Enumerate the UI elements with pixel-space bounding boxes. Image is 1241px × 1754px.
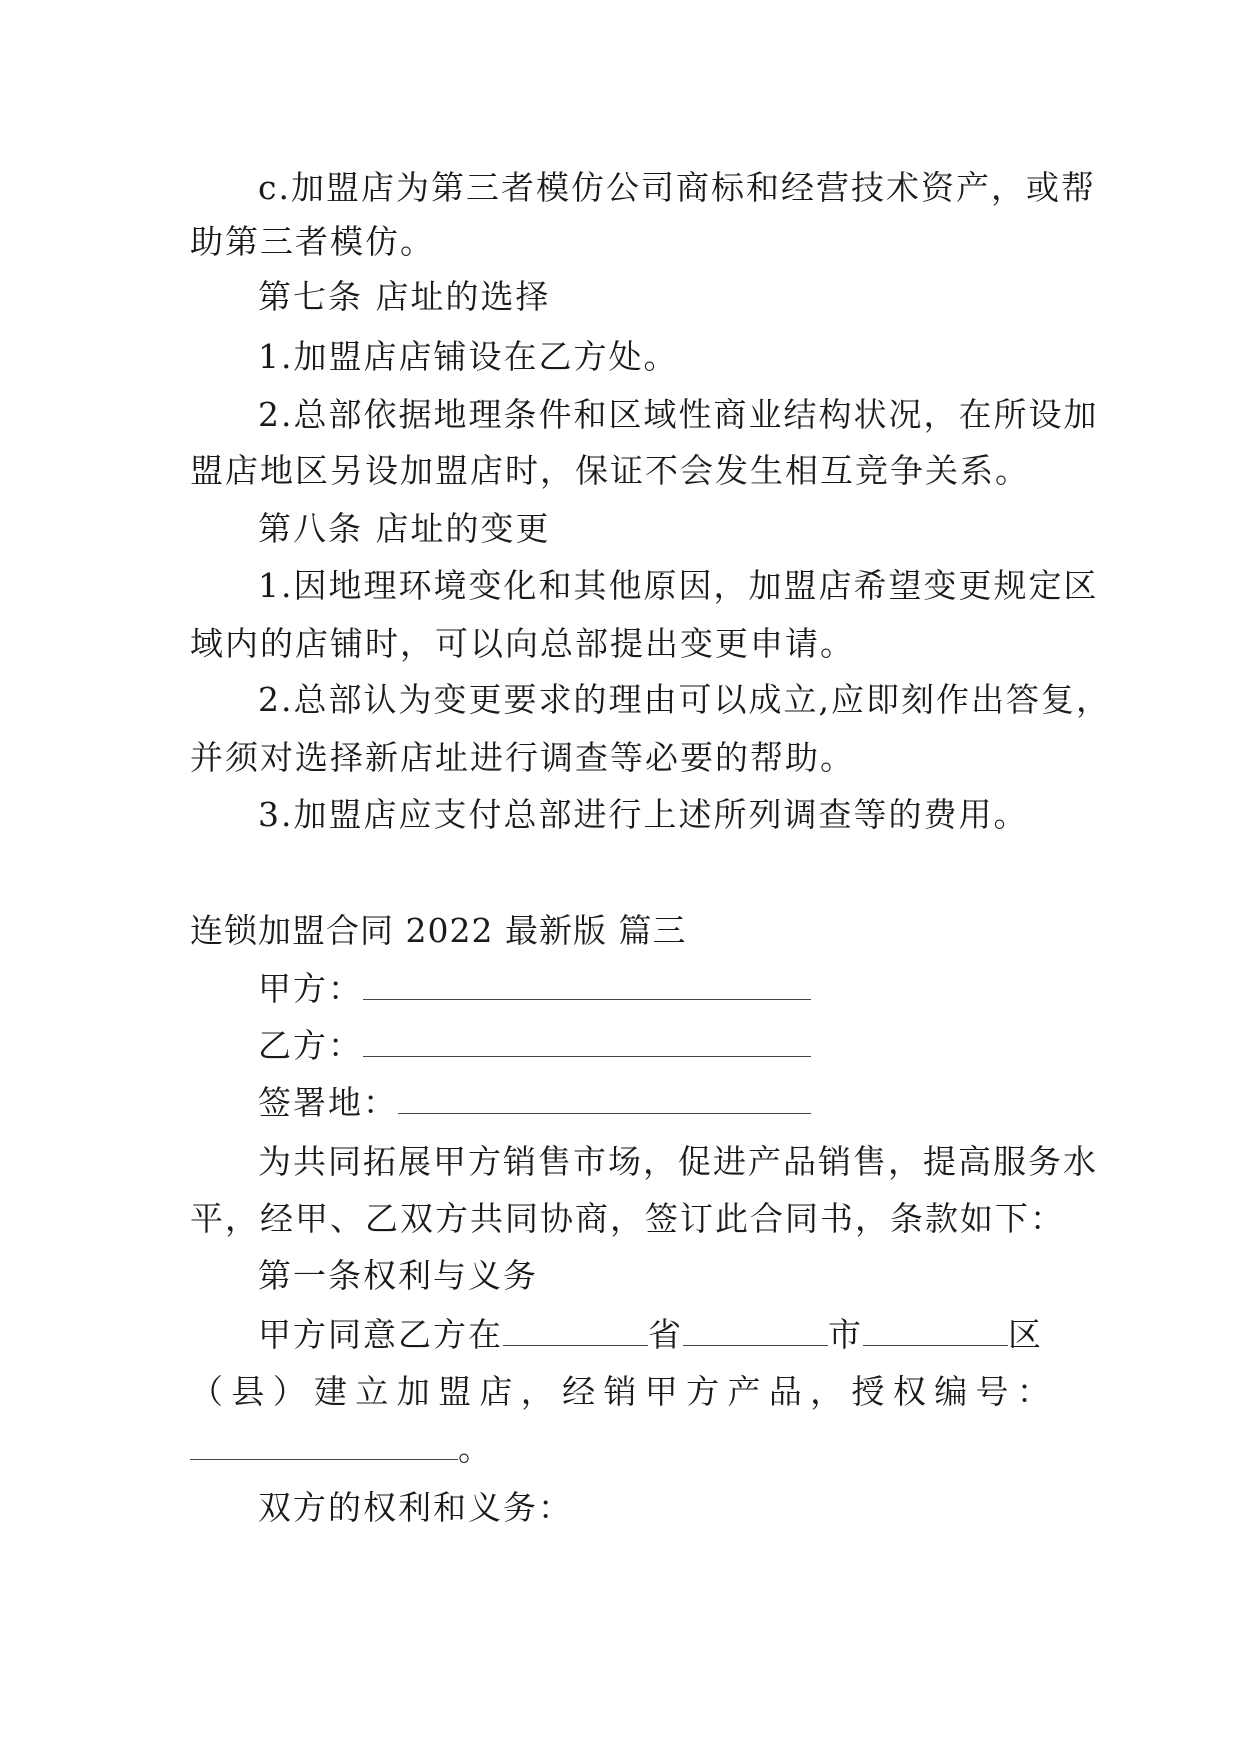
article-heading: 第八条 店址的变更 <box>258 509 551 548</box>
sign-place-label: 签署地： <box>258 1083 398 1122</box>
paragraph-line: 平，经甲、乙双方共同协商，签订此合同书，条款如下： <box>190 1199 1065 1238</box>
paragraph-line: 并须对选择新店址进行调查等必要的帮助。 <box>190 738 855 777</box>
authorization-line-justified: （ 县 ） 建 立 加 盟 店 ， 经 销 甲 方 产 品 ， 授 权 编 号 ： <box>190 1372 1052 1411</box>
paragraph-line: 助第三者模仿。 <box>190 222 435 261</box>
district-blank <box>863 1319 1008 1346</box>
authorization-number-row: 。 <box>190 1429 493 1469</box>
party-b-label: 乙方： <box>258 1026 363 1065</box>
authorization-line: 甲方同意乙方在 省 市 区 <box>258 1315 1043 1354</box>
paragraph-line: 域内的店铺时，可以向总部提出变更申请。 <box>190 624 855 663</box>
paragraph-line: 盟店地区另设加盟店时，保证不会发生相互竞争关系。 <box>190 451 1030 490</box>
city-blank <box>683 1319 828 1346</box>
paragraph-line: 双方的权利和义务： <box>258 1488 573 1527</box>
paragraph-line: 为共同拓展甲方销售市场，促进产品销售，提高服务水 <box>258 1142 1098 1181</box>
province-blank <box>503 1319 648 1346</box>
party-a-label: 甲方： <box>258 969 363 1008</box>
paragraph-line: 2.总部依据地理条件和区域性商业结构状况，在所设加 <box>258 395 1099 434</box>
paragraph-line: 1.因地理环境变化和其他原因，加盟店希望变更规定区 <box>258 566 1099 605</box>
paragraph-line: 1.加盟店店铺设在乙方处。 <box>258 337 679 376</box>
section-title: 连锁加盟合同 2022 最新版 篇三 <box>190 911 687 950</box>
authorization-number-blank <box>190 1433 458 1460</box>
sign-place-blank <box>398 1087 811 1114</box>
party-b-row <box>258 1026 811 1066</box>
article-heading: 第一条权利与义务 <box>258 1256 538 1295</box>
paragraph-line: 2.总部认为变更要求的理由可以成立,应即刻作出答复， <box>258 680 1111 719</box>
party-b-blank <box>363 1030 811 1057</box>
party-a-row <box>258 969 811 1009</box>
sign-place-row <box>258 1083 811 1123</box>
paragraph-line: 3.加盟店应支付总部进行上述所列调查等的费用。 <box>258 795 1029 834</box>
paragraph-line: c.加盟店为第三者模仿公司商标和经营技术资产，或帮 <box>258 168 1096 207</box>
party-a-blank <box>363 973 811 1000</box>
article-heading: 第七条 店址的选择 <box>258 277 551 316</box>
